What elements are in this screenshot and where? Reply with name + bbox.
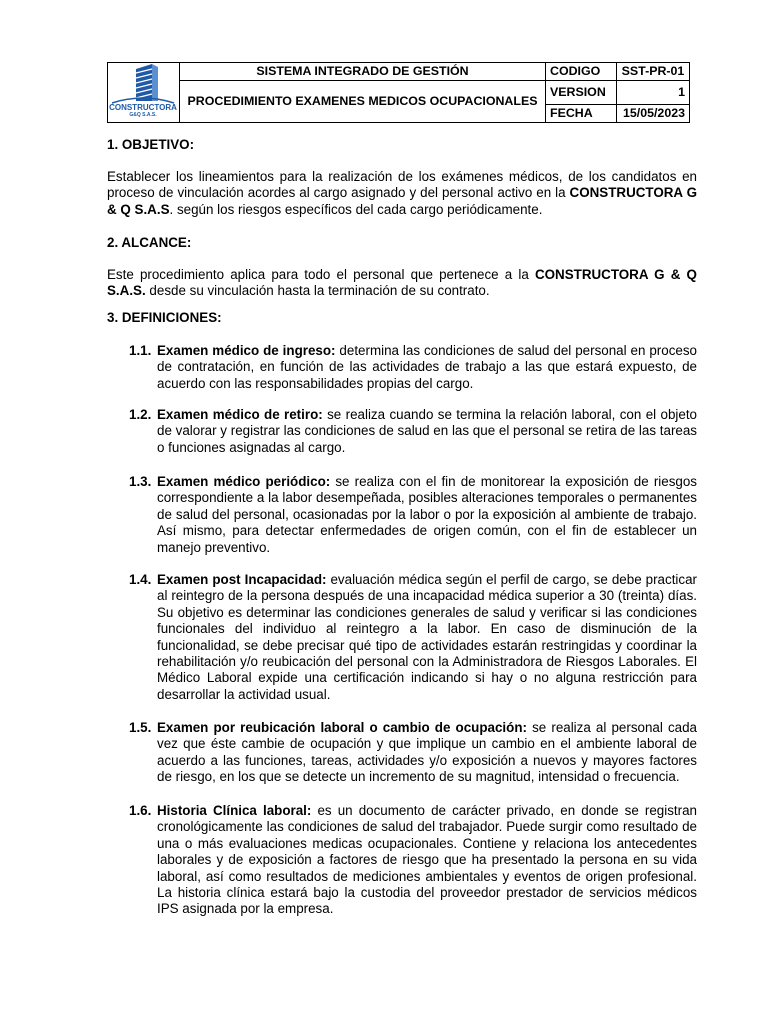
definition-text: es un documento de carácter privado, en donde se registran cronológicamente las condiciones de salud del trabajador. Puede surgir como resultado de una o más evaluaciones medicas ocupacionales. Contiene y relaciona los antecedentes laborales y de exposición a factores de riesgo que ha presentado la persona en su vida laboral, así como resultados de mediciones ambientales y eventos de origen profesional. La historia clínica estará bajo la custodia del proveedor prestador de servicios médicos IPS asignada por la empresa. (157, 803, 697, 917)
objetivo-text-end: . según los riesgos específicos del cada cargo periódicamente. (169, 201, 543, 217)
definition-term: Examen médico de retiro: (157, 407, 323, 422)
definition-text: se realiza al personal cada vez que éste cambie de ocupación y que implique un cambio en el ambiente laboral de acuerdo a las funciones, tareas, actividades y/o exposición a nuevos y mayores factores de riesgo, en los que se detecte un incremento de su magnitud, intensidad o frecuencia. (157, 720, 697, 785)
system-title: SISTEMA INTEGRADO DE GESTIÓN (180, 63, 546, 81)
definition-item (129, 343, 697, 392)
definition-item (129, 474, 697, 556)
section-text-alcance (107, 267, 697, 300)
section-heading-definiciones: 3. DEFINICIONES: (107, 310, 222, 325)
objetivo-text-part: Establecer los lineamientos para la realización de los exámenes médicos, de los candidatos en proceso de vinculación acordes al cargo asignado y del personal activo en la (107, 169, 697, 201)
fecha-value: 15/05/2023 (617, 105, 690, 123)
alcance-text-end: desde su vinculación hasta la terminación de su contrato. (145, 283, 490, 299)
alcance-text-part: Este procedimiento aplica para todo el personal que pertenece a la (107, 267, 535, 282)
codigo-value: SST-PR-01 (617, 63, 690, 81)
definition-number: 1.4. (129, 572, 152, 587)
document-header-table (107, 62, 690, 123)
definition-number: 1.5. (129, 720, 152, 735)
logo-wordmark: CONSTRUCTORA (109, 103, 177, 112)
definition-number: 1.3. (129, 474, 152, 489)
definition-text: evaluación médica según el perfil de cargo, se debe practicar al reintegro de la persona después de una incapacidad médica superior a 30 (treinta) días. Su objetivo es determinar las condiciones generales de salud y verificar si las condiciones funcionales del individuo al reintegro a la labor. En caso de disminución de la funcionalidad, se debe precisar qué tipo de actividades estarán restringidas y coordinar la rehabilitación y/o reubicación del personal con la Administradora de Riesgos Laborales. El Médico Laboral expide una certificación indicando si hay o no alguna restricción para desarrollar la actividad usual. (157, 572, 697, 702)
definition-number: 1.2. (129, 407, 152, 422)
definition-item (129, 572, 697, 703)
definition-term: Examen médico periódico: (157, 474, 331, 489)
section-heading-objetivo: 1. OBJETIVO: (107, 137, 195, 152)
company-logo (108, 63, 179, 117)
definition-item (129, 803, 697, 918)
definition-term: Examen por reubicación laboral o cambio de ocupación: (157, 720, 527, 735)
version-value: 1 (617, 81, 690, 105)
definition-term: Examen post Incapacidad: (157, 572, 327, 587)
version-label: VERSION (546, 81, 617, 105)
objetivo-company-name: CONSTRUCTORA G & Q S.A.S (107, 185, 697, 217)
alcance-company-name: CONSTRUCTORA G & Q S.A.S. (107, 267, 697, 299)
definition-term: Examen médico de ingreso: (157, 343, 336, 358)
section-text-objetivo (107, 169, 697, 218)
definition-term: Historia Clínica laboral: (157, 803, 312, 818)
definition-text: se realiza cuando se termina la relación laboral, con el objeto de valorar y registrar las condiciones de salud en las que el personal se retira de las tareas o funciones asignadas al cargo. (157, 407, 698, 455)
logo-subtext: G&Q S.A.S. (129, 112, 157, 117)
definition-text: se realiza con el fin de monitorear la exposición de riesgos correspondiente a la labor desempeñada, posibles alteraciones temporales o permanentes de salud del personal, ocasionadas por la labor o por la exposición al ambiente de trabajo. Así mismo, para detectar enfermedades de origen común, con el fin de establecer un manejo preventivo. (157, 474, 697, 555)
codigo-label: CODIGO (546, 63, 617, 81)
fecha-label: FECHA (546, 105, 617, 123)
definition-number: 1.6. (129, 803, 152, 818)
definition-item (129, 720, 697, 786)
company-logo-cell (108, 63, 180, 123)
definition-item (129, 407, 697, 456)
procedure-title: PROCEDIMIENTO EXAMENES MEDICOS OCUPACIONALES (180, 81, 546, 123)
definition-text: determina las condiciones de salud del personal en proceso de contratación, en función de las actividades de trabajo a las que estará expuesto, de acuerdo con las responsabilidades propias del cargo. (157, 343, 697, 391)
definition-number: 1.1. (129, 343, 152, 358)
section-heading-alcance: 2. ALCANCE: (107, 235, 192, 250)
